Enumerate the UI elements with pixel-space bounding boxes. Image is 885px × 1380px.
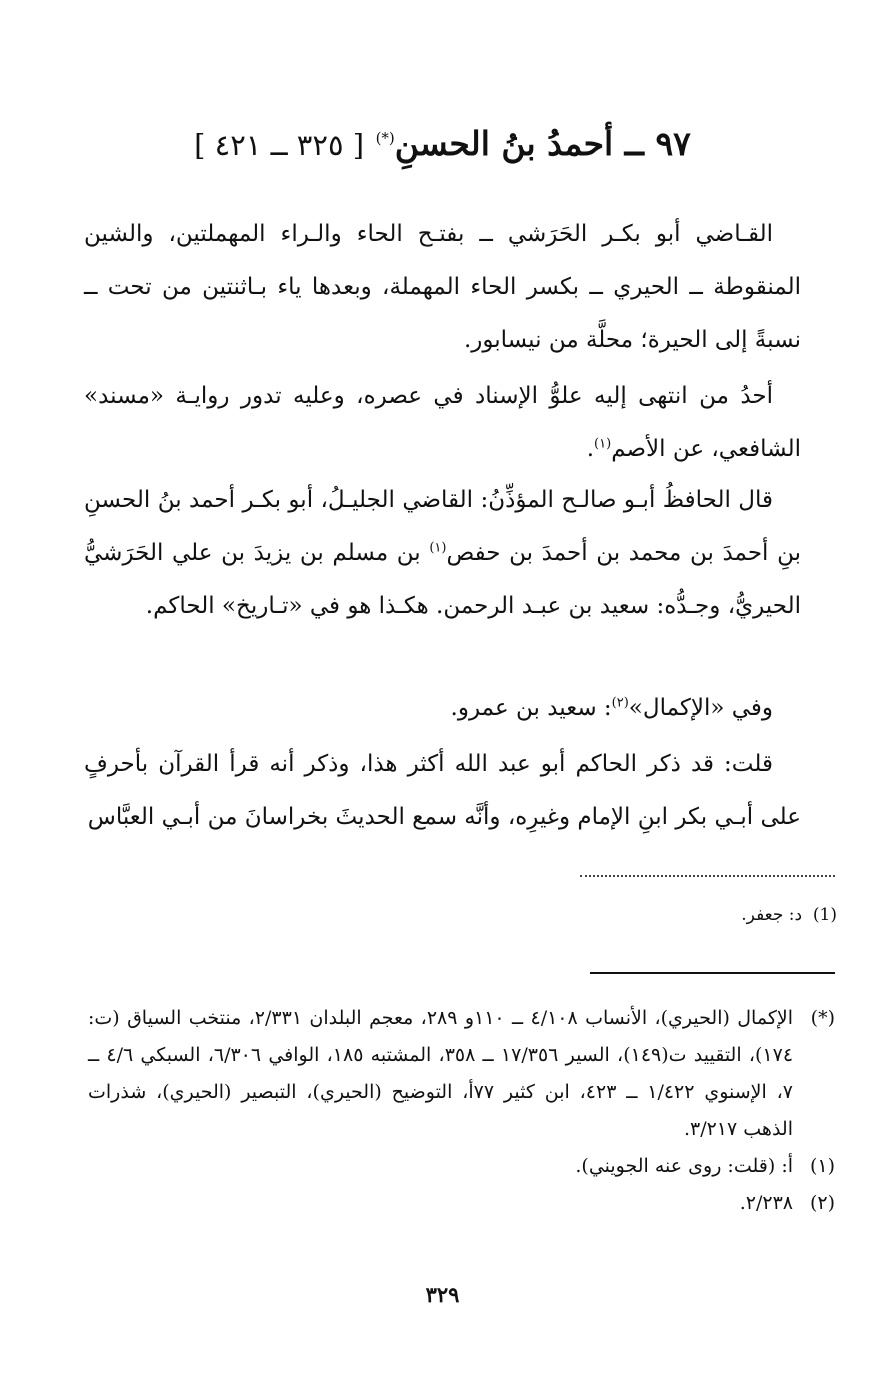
footnote-1	[88, 1148, 835, 1185]
page-number: ٣٢٩	[425, 1282, 460, 1307]
footnote-marker: (٢)	[809, 1192, 835, 1214]
dotted-separator	[580, 875, 835, 877]
body-paragraph-2	[84, 370, 801, 476]
footnotes-section	[88, 1000, 835, 1222]
body-paragraph-5	[84, 738, 801, 844]
entry-title	[80, 112, 805, 171]
footnote-rule	[590, 972, 835, 974]
footnote-star	[88, 1000, 835, 1148]
entry-title-years: [ ٣٢٥ ــ ٤٢١ ]	[194, 128, 365, 162]
inner-footnote-marker: (1)	[812, 905, 837, 925]
entry-title-star: (*)	[375, 129, 395, 147]
paragraph-text: قلت: قد ذكر الحاكم أبو عبد الله أكثر هذا، وذكر أنه قرأ القرآن بأحرفٍ على أبـي بكر ابنِ الإمام وغيرِه، وأنَّه سمع الحديثَ بخراسانَ من أبـي العبَّاس	[84, 751, 801, 830]
footnote-marker: (١)	[809, 1155, 835, 1177]
paragraph-text: القـاضي أبو بكـر الحَرَشي ــ بفتـح الحاء والـراء المهملتين، والشين المنقوطة ــ الحيري ــ بكسر الحاء المهملة، وبعدها ياء بـاثنتين من تحت ــ نسبةً إلى الحيرة؛ محلَّة من نيسابور.	[84, 221, 801, 353]
footnote-text: أ: (قلت: روى عنه الجويني).	[575, 1155, 793, 1177]
paragraph-text: قال الحافظُ أبـو صالـح المؤذِّنُ: القاضي الجليـلُ، أبو بكـر أحمد بنُ الحسنِ بنِ أحمدَ بن محمد بن أحمدَ بن حفص	[84, 487, 801, 566]
footnote-ref: (١)	[594, 436, 612, 452]
inner-footnote-text: د: جعفر.	[741, 905, 803, 925]
paragraph-text-end: : سعيد بن عمرو.	[450, 695, 612, 721]
footnote-text: الإكمال (الحيري)، الأنساب ٤/١٠٨ ــ ١١٠و ٢٨٩، معجم البلدان ٢/٣٣١، منتخب السياق (ت: ١٧٤)، التقييد ت(١٤٩)، السير ١٧/٣٥٦ ــ ٣٥٨، المشتبه ١٨٥، الوافي ٦/٣٠٦، السبكي ٤/٦ ــ ٧، الإسنوي ١/٤٢٢ ــ ٤٢٣، ابن كثير ٧٧أ، التوضيح (الحيري)، التبصير (الحيري)، شذرات الذهب ٣/٢١٧.	[88, 1007, 794, 1140]
entry-title-name: ٩٧ ــ أحمدُ بنُ الحسنِ	[394, 124, 691, 163]
paragraph-text: أحدُ من انتهى إليه علوُّ الإسناد في عصره، وعليه تدور روايـة «مسند» الشافعي، عن الأصم	[84, 383, 801, 462]
footnote-ref: (٢)	[611, 695, 629, 711]
inner-footnote	[537, 902, 837, 928]
footnote-ref: (١)	[429, 540, 447, 556]
body-paragraph-4	[84, 682, 801, 735]
paragraph-text-end: .	[586, 436, 595, 462]
body-paragraph-1	[84, 208, 801, 367]
body-paragraph-3	[84, 474, 801, 633]
footnote-2	[88, 1185, 835, 1222]
paragraph-text: وفي «الإكمال»	[628, 695, 773, 721]
footnote-marker: (*)	[810, 1007, 835, 1029]
footnote-text: ٢/٢٣٨.	[739, 1192, 793, 1214]
paragraph-text-end: بن مسلم بن يزيدَ بن علي الحَرَشيُّ الحيريُّ، وجـدُّه: سعيد بن عبـد الرحمن. هكـذا هو في «تـاريخ» الحاكم.	[84, 540, 801, 619]
